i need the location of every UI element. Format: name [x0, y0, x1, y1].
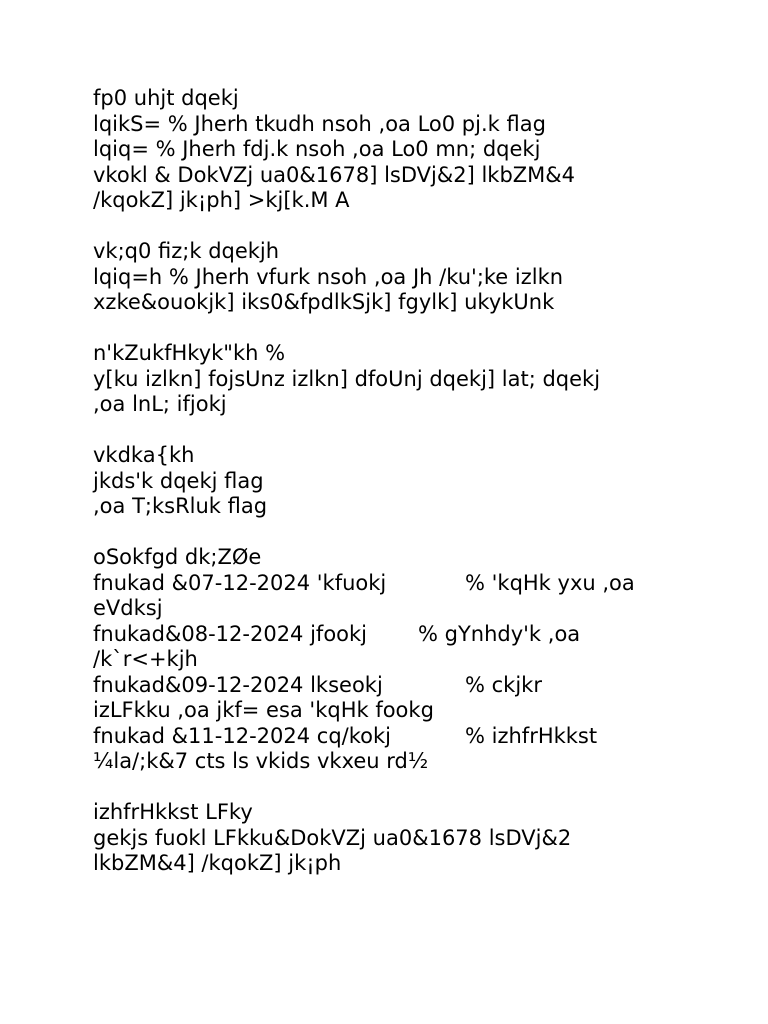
bride-address-line: xzke&ouokjk] iks0&fpdlkSjk] fgylk] ukykUnk — [93, 290, 555, 314]
venue-address-1: gekjs fuokl LFkku&DokVZj ua0&1678 lsDVj&2 — [93, 825, 572, 850]
schedule-event-cont: /k`r<+kjh — [93, 647, 198, 671]
schedule-date: fnukad&08-12-2024 jfookj — [93, 621, 368, 646]
schedule-row — [93, 622, 733, 648]
schedule-event: % ckjkr — [465, 672, 542, 697]
well-wishers-block — [93, 341, 733, 418]
schedule-date: fnukad&09-12-2024 lkseokj — [93, 672, 383, 697]
schedule-event-cont: ¼la/;k&7 cts ls vkids vkxeu rd½ — [93, 749, 429, 773]
schedule-event-cont: eVdksj — [93, 596, 163, 620]
groom-name: fp0 uhjt dqekj — [93, 86, 239, 110]
well-wishers-names-2: ,oa lnL; ifjokj — [93, 392, 227, 416]
aspirants-heading: vkdka{kh — [93, 443, 195, 467]
schedule-date: fnukad &11-12-2024 cq/kokj — [93, 723, 391, 748]
bride-block — [93, 239, 733, 316]
schedule-event-cont: izLFkku ,oa jkf= esa 'kqHk fookg — [93, 698, 434, 722]
aspirant-name-2: ,oa T;ksRluk flag — [93, 494, 268, 518]
schedule-row — [93, 724, 733, 750]
host-family-block — [93, 86, 733, 214]
son-of-line: lqiq= % Jherh fdj.k nsoh ,oa Lo0 mn; dqekj — [93, 137, 541, 161]
address-line-1: vkokl & DokVZj ua0&1678] lsDVj&2] lkbZM&4 — [93, 162, 576, 187]
schedule-row — [93, 673, 733, 699]
well-wishers-names-1: y[ku izlkn] fojsUnz izlkn] dfoUnj dqekj] lat; dqekj — [93, 366, 601, 391]
invitation-document — [93, 86, 733, 902]
bride-name: vk;q0 fiz;k dqekjh — [93, 239, 280, 263]
schedule-row — [93, 571, 733, 597]
venue-address-2: lkbZM&4] /kqokZ] jk¡ph — [93, 851, 342, 875]
address-line-2: /kqokZ] jk¡ph] >kj[k.M A — [93, 188, 350, 212]
venue-block — [93, 800, 733, 877]
aspirant-name-1: jkds'k dqekj flag — [93, 468, 264, 493]
daughter-of-line: lqiq=h % Jherh vfurk nsoh ,oa Jh /ku';ke izlkn — [93, 264, 564, 289]
schedule-date: fnukad &07-12-2024 'kfuokj — [93, 570, 387, 595]
schedule-event: % gYnhdy'k ,oa — [418, 621, 581, 646]
grandson-of-line: lqikS= % Jherh tkudh nsoh ,oa Lo0 pj.k flag — [93, 111, 546, 136]
aspirants-block — [93, 443, 733, 520]
venue-heading: izhfrHkkst LFky — [93, 800, 253, 824]
schedule-block — [93, 545, 733, 775]
schedule-event: % izhfrHkkst — [465, 723, 598, 748]
well-wishers-heading: n'kZukfHkyk"kh % — [93, 341, 286, 365]
schedule-heading: oSokfgd dk;ZØe — [93, 545, 262, 569]
schedule-event: % 'kqHk yxu ,oa — [465, 570, 635, 595]
